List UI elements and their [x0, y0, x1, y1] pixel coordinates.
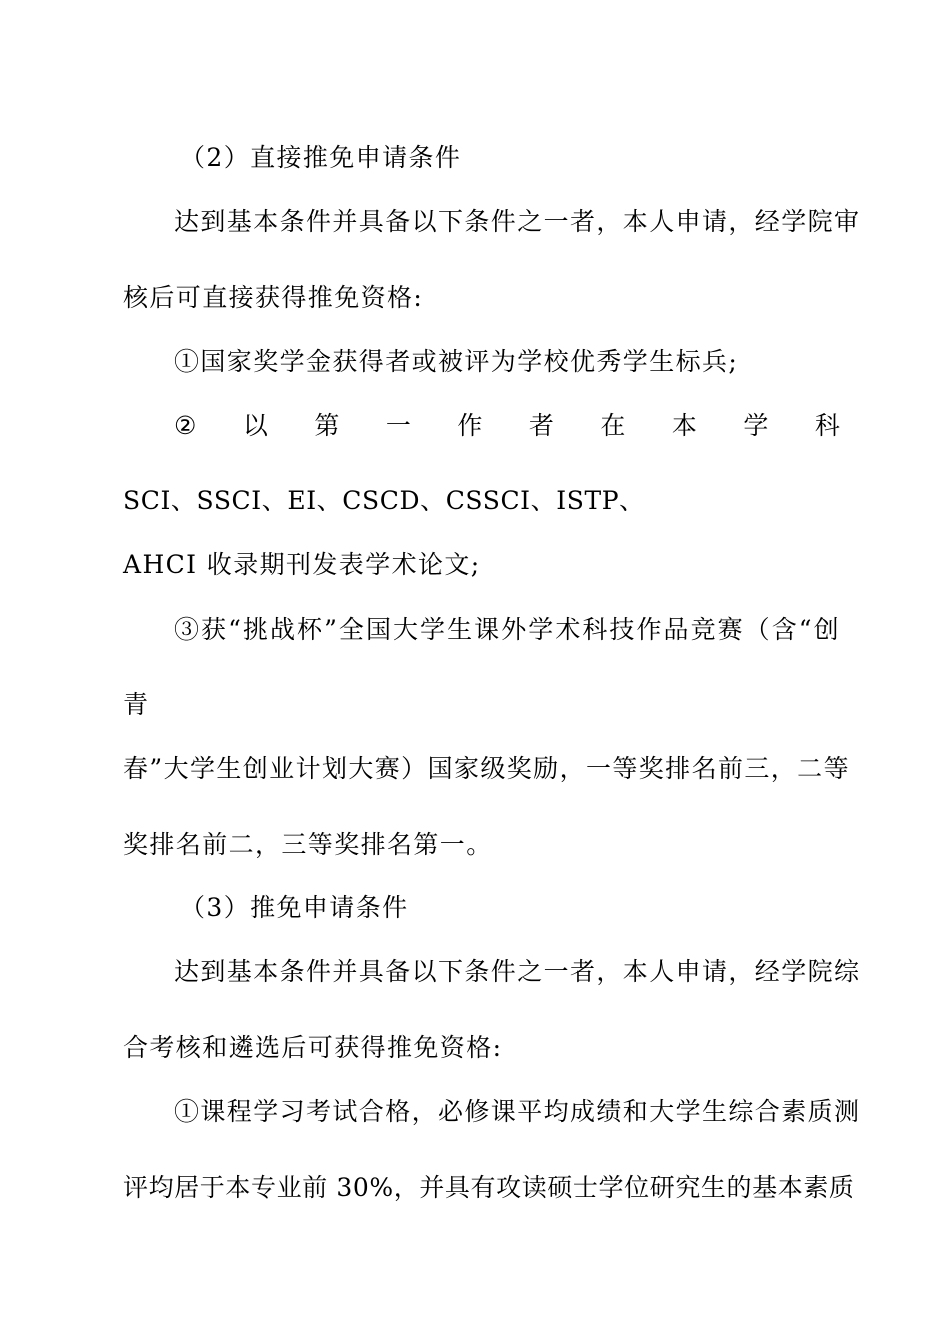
spread-char: 本 [671, 411, 697, 440]
paragraph-line: 奖排名前二，三等奖排名第一。 [123, 830, 493, 859]
paragraph-line: 春”大学生创业计划大赛）国家级奖励，一等奖排名前三，二等 [123, 754, 850, 783]
paragraph-line: 评均居于本专业前 30%，并具有攻读硕士学位研究生的基本素质 [123, 1173, 855, 1202]
list-item-1: ①课程学习考试合格，必修课平均成绩和大学生综合素质测 [174, 1097, 861, 1126]
spread-char: 学 [743, 411, 769, 440]
list-item-2-spread-line [174, 410, 840, 442]
paragraph-line: 达到基本条件并具备以下条件之一者，本人申请，经学院综 [174, 957, 861, 986]
list-item-3: ③获“挑战杯”全国大学生课外学术科技作品竞赛（含“创 [174, 615, 840, 644]
spread-char: 一 [385, 411, 411, 440]
list-item-1: ①国家奖学金获得者或被评为学校优秀学生标兵; [174, 347, 739, 376]
paragraph-line: 青 [123, 690, 150, 719]
paragraph-line: 达到基本条件并具备以下条件之一者，本人申请，经学院审 [174, 207, 861, 236]
spread-char: 在 [600, 411, 626, 440]
paragraph-line: AHCI 收录期刊发表学术论文; [123, 550, 481, 579]
spread-char: ② [174, 411, 197, 440]
spread-char: 作 [457, 411, 483, 440]
section-heading-2: （2）直接推免申请条件 [180, 143, 462, 172]
paragraph-line: 合考核和遴选后可获得推免资格: [123, 1033, 503, 1062]
spread-char: 第 [314, 411, 340, 440]
section-heading-3: （3）推免申请条件 [180, 893, 409, 922]
spread-char: 科 [814, 411, 840, 440]
paragraph-line: SCI、SSCI、EI、CSCD、CSSCI、ISTP、 [123, 486, 645, 515]
paragraph-line: 核后可直接获得推免资格: [123, 283, 424, 312]
spread-char: 者 [528, 411, 554, 440]
spread-char: 以 [242, 411, 268, 440]
